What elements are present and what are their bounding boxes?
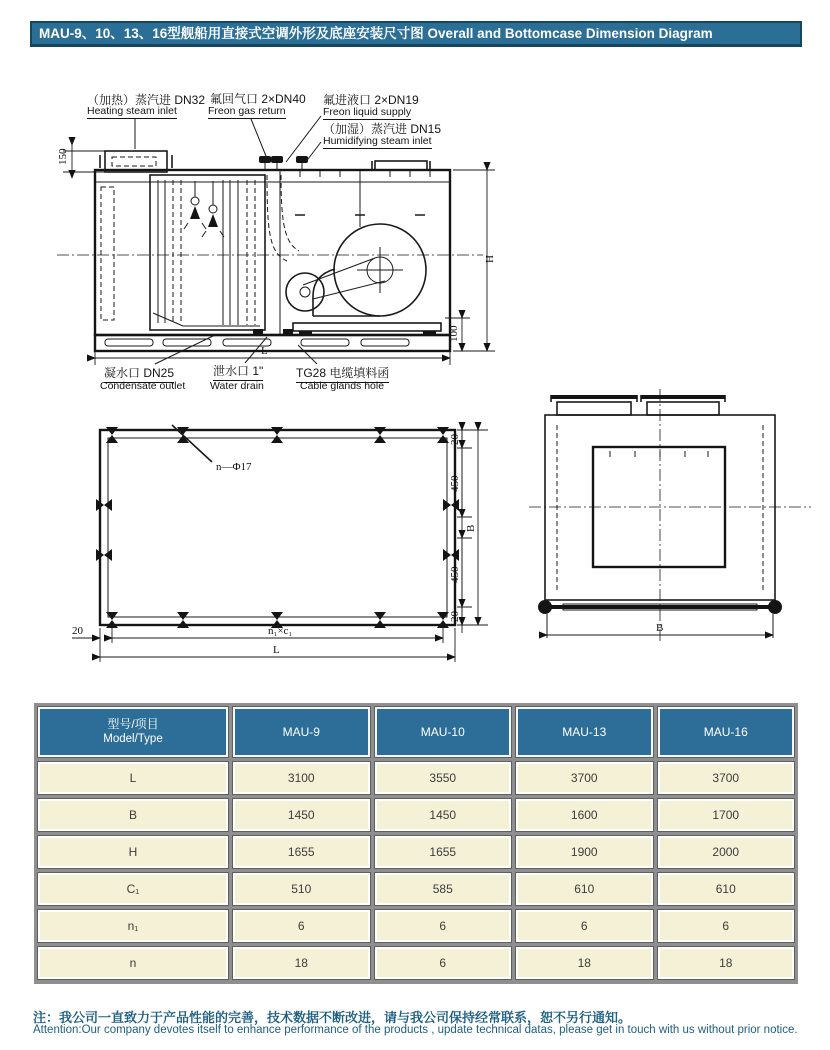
dimension-table [34,703,798,984]
table-cell: 6 [232,909,371,943]
row-label-B: B [37,798,229,832]
column-header-mau16: MAU-16 [657,706,796,758]
cable-gland-label-en: Cable glands hole [300,380,385,392]
table-cell: 6 [374,909,513,943]
bolt-hole-markers [96,427,459,628]
table-cell: 1450 [374,798,513,832]
header-model-cn: 型号/项目 [107,717,159,732]
table-cell: 18 [515,946,654,980]
column-header-mau9: MAU-9 [232,706,371,758]
end-view-linework [525,385,815,655]
row-label-L: L [37,761,229,795]
dim-20-bottom: 20 [449,611,461,622]
hole-callout-label: n—Φ17 [216,461,252,473]
table-cell: 1700 [657,798,796,832]
table-cell: 6 [515,909,654,943]
end-view-drawing [525,385,815,655]
table-cell: 510 [232,872,371,906]
side-view-linework [55,85,535,400]
dim-l-plan: L [273,644,280,656]
dim-l-label: L [261,345,268,357]
dim-nc-label: n₁×c₁ [268,625,293,637]
table-cell: 1900 [515,835,654,869]
page-title: MAU-9、10、13、16型舰船用直接式空调外形及底座安装尺寸图 Overall and Bottomcase Dimension Diagram [30,21,802,47]
freon-gas-label-en: Freon gas return [208,105,286,117]
dim-b-plan: B [465,524,477,532]
table-cell: 1450 [232,798,371,832]
row-label-n: n [37,946,229,980]
plan-view-linework [60,400,500,670]
water-drain-label-cn: 泄水口 1" [213,362,263,381]
row-label-C1: C₁ [37,872,229,906]
table-corner-header [37,706,229,758]
dim-100-label: 100 [448,325,460,342]
dim-450-top: 450 [449,475,461,492]
table-cell: 1655 [374,835,513,869]
table-cell: 6 [374,946,513,980]
dim-20-top: 20 [449,434,461,445]
table-cell: 3700 [515,761,654,795]
table-cell: 3700 [657,761,796,795]
table-cell: 3100 [232,761,371,795]
dim-150-label: 150 [57,148,69,165]
freon-liquid-label-cn: 氟进液口 2×DN19 [323,93,419,107]
column-header-mau13: MAU-13 [515,706,654,758]
condensate-label-cn: 凝水口 DN25 [104,364,174,383]
row-label-n1: n₁ [37,909,229,943]
table-cell: 610 [515,872,654,906]
heating-steam-label-en: Heating steam inlet [87,105,177,117]
footer-note-cn: 注：我公司一直致力于产品性能的完善，技术数据不断改进，请与我公司保持经常联系，恕不另行通知。 [33,1010,632,1025]
dim-450-bottom: 450 [449,566,461,583]
side-view-drawing [55,85,535,400]
condensate-label-en: Condensate outlet [100,380,186,392]
heating-steam-label-cn: （加热）蒸汽进 DN32 [87,93,206,107]
table-cell: 1655 [232,835,371,869]
column-header-mau10: MAU-10 [374,706,513,758]
row-label-H: H [37,835,229,869]
plan-view-drawing [60,400,500,670]
table-cell: 18 [232,946,371,980]
table-cell: 3550 [374,761,513,795]
table-cell: 2000 [657,835,796,869]
table-cell: 585 [374,872,513,906]
dim-b-end: B [656,622,664,634]
cable-gland-label-cn: TG28 电缆填料函 [296,364,389,383]
water-drain-label-en: Water drain [210,380,264,392]
freon-liquid-label-en: Freon liquid supply [323,106,412,118]
freon-gas-label-cn: 氟回气口 2×DN40 [210,92,306,106]
dim-h-label: H [484,255,496,263]
header-model-en: Model/Type [103,733,163,746]
table-cell: 1600 [515,798,654,832]
table-cell: 6 [657,909,796,943]
table-cell: 18 [657,946,796,980]
humidify-steam-label-en: Humidifying steam inlet [323,135,432,147]
table-cell: 610 [657,872,796,906]
footer-note-en: Attention:Our company devotes itself to enhance performance of the products , update technical datas, please get in touch with us without prior notice. [33,1024,798,1036]
dim-20-left: 20 [72,625,83,637]
humidify-steam-label-cn: （加湿）蒸汽进 DN15 [323,122,442,136]
